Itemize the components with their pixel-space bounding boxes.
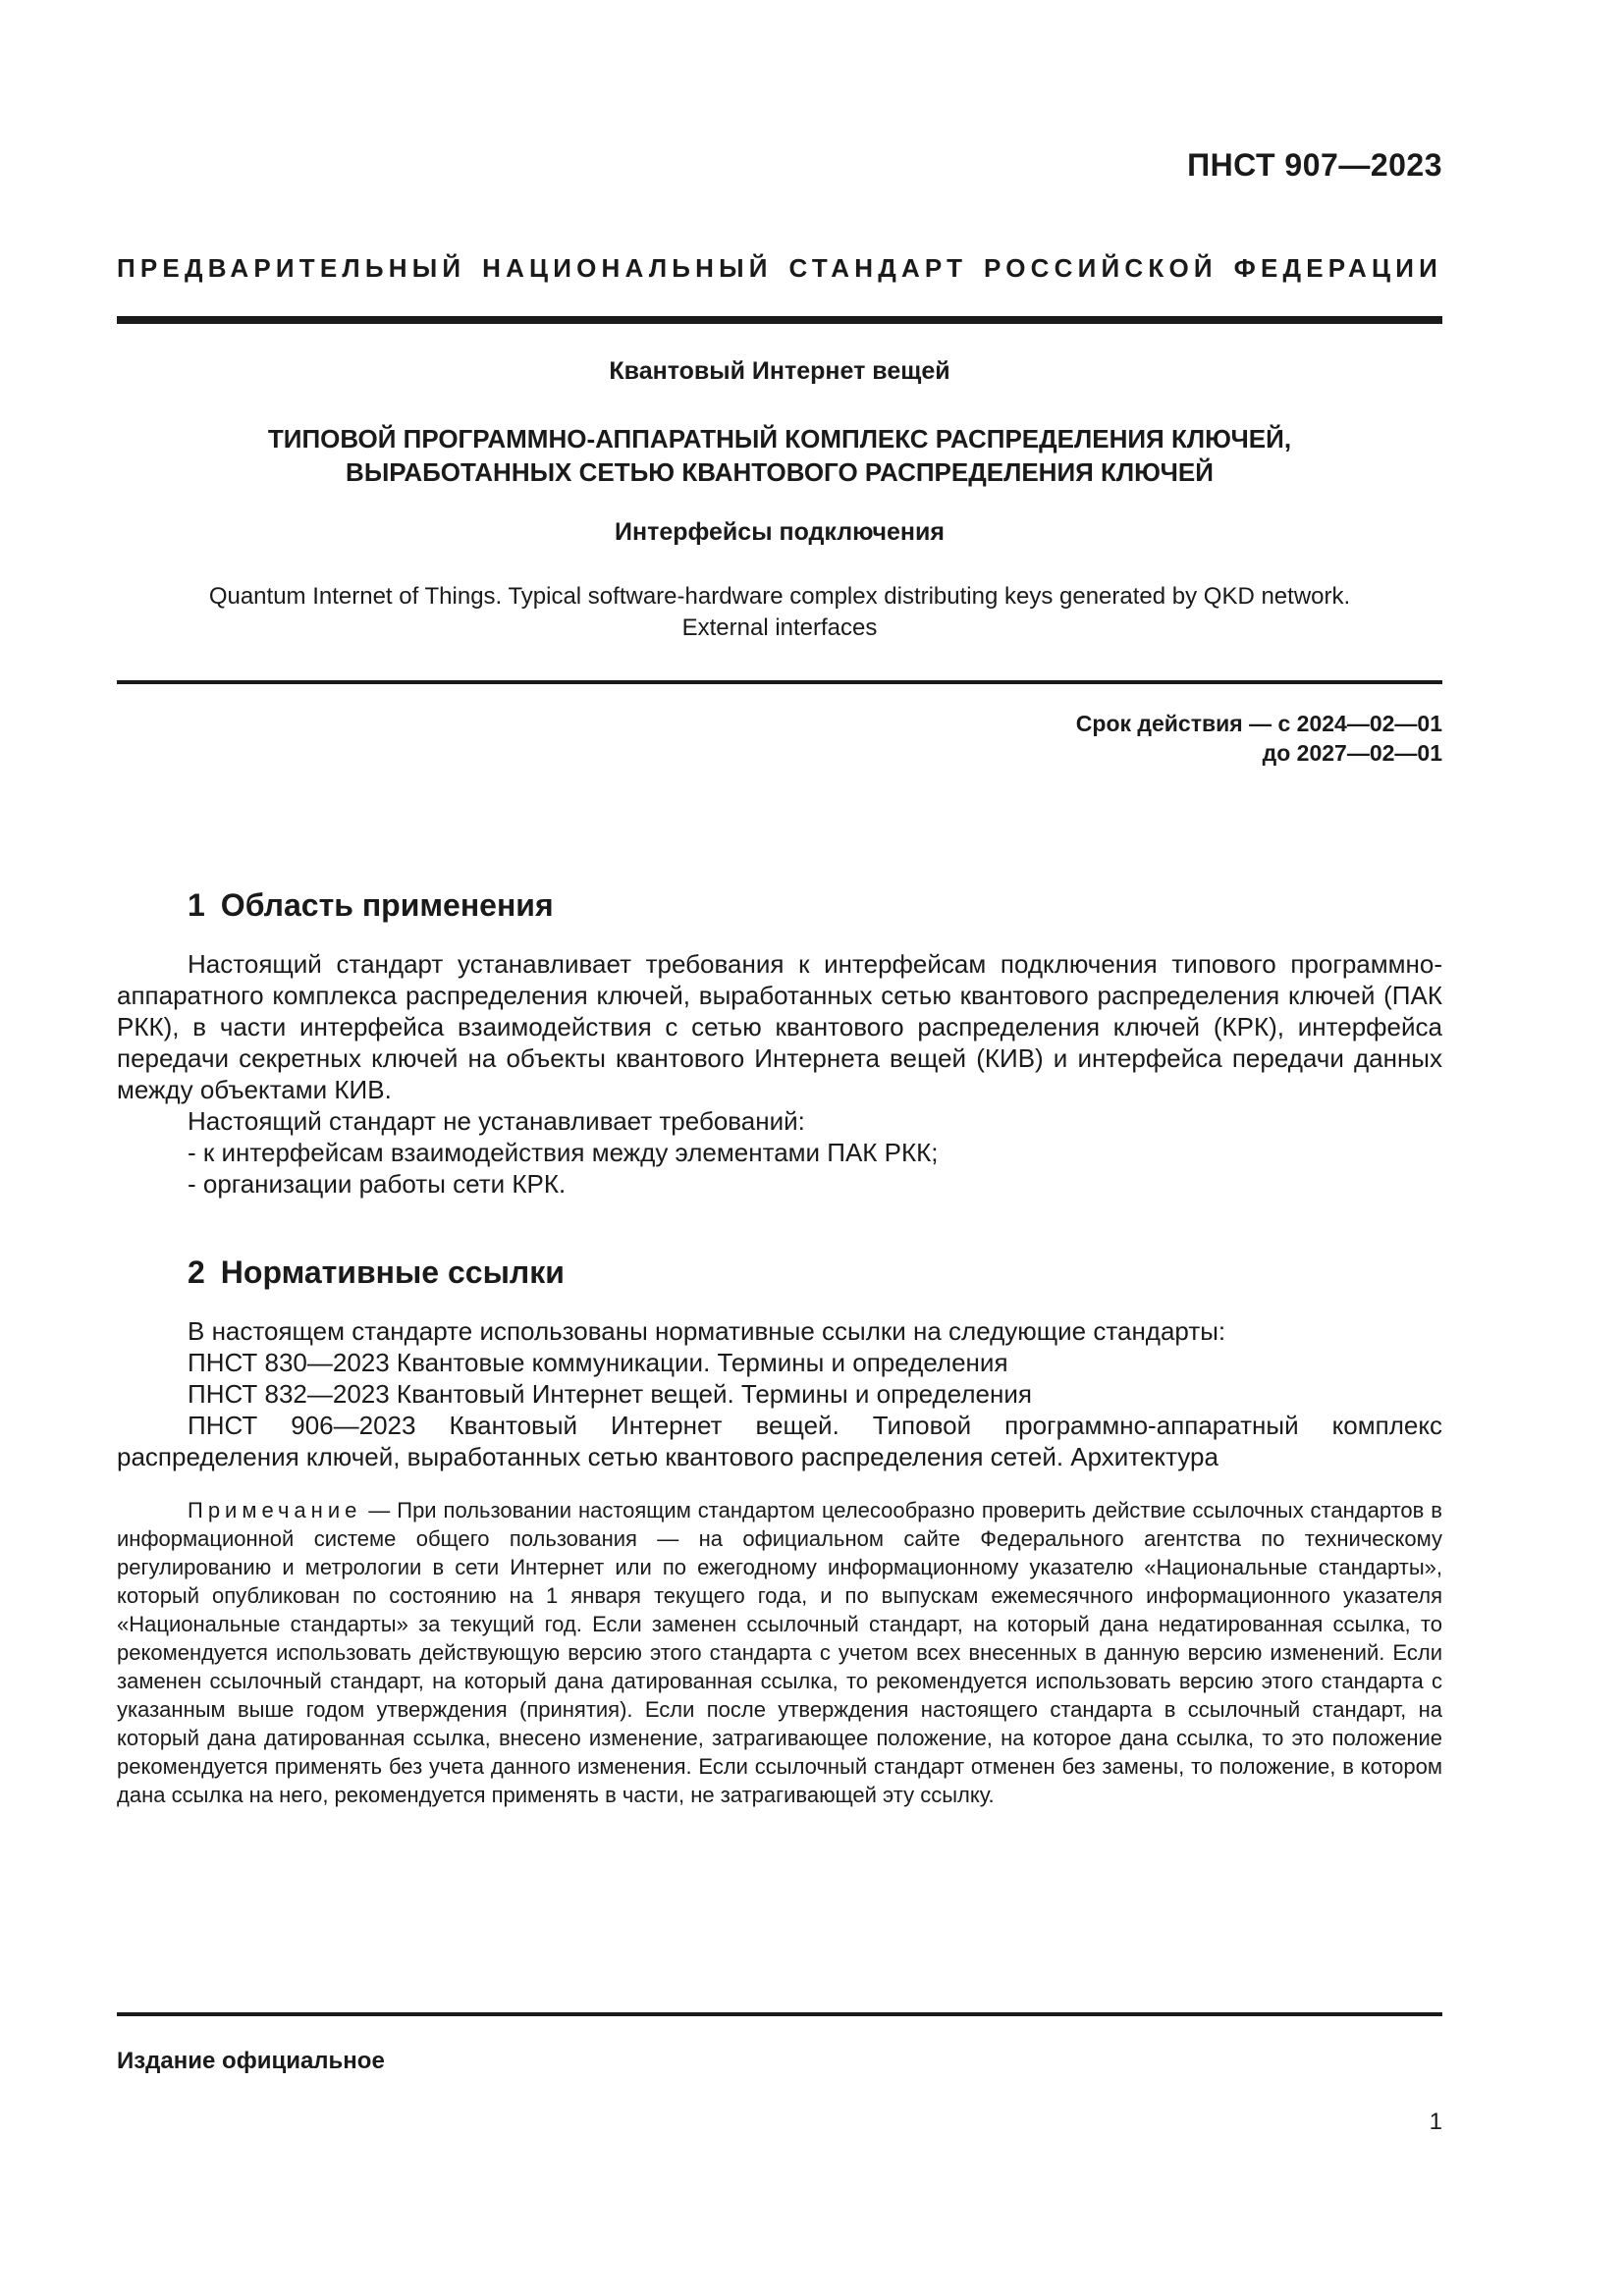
document-part-title: Интерфейсы подключения <box>615 518 945 546</box>
section-1-paragraph-1: Настоящий стандарт устанавливает требования к интерфейсам подключения типового программно-аппаратного комплекса распределения ключей, выработанных сетью квантового распределения ключей (ПАК РКК), в части интерфейса взаимодействия с сетью квантового распределения ключей (КРК), интерфейса передачи секретных ключей на объекты квантового Интернета вещей (КИВ) и интерфейса передачи данных между объектами КИВ. <box>117 949 1442 1104</box>
document-main-title <box>117 422 1442 489</box>
section-1-paragraph-2: Настоящий стандарт не устанавливает требований: <box>188 1106 805 1136</box>
section-1-body <box>117 948 1442 1200</box>
validity-period <box>1076 709 1442 768</box>
note-paragraph <box>117 1496 1442 1809</box>
official-edition-label: Издание официальное <box>117 2048 385 2074</box>
page-number: 1 <box>1429 2109 1442 2135</box>
section-1-title: Область применения <box>220 887 554 923</box>
document-number: ПНСТ 907—2023 <box>1187 147 1442 183</box>
english-title-line-2: External interfaces <box>681 614 878 641</box>
section-2-heading <box>188 1255 565 1291</box>
note-label: Примечание <box>188 1498 362 1522</box>
list-item: - организации работы сети КРК. <box>188 1169 567 1199</box>
reference-item: ПНСТ 906—2023 Квантовый Интернет вещей. Типовой программно-аппаратный комплекс распределения ключей, выработанных сетью квантового распределения сетей. Архитектура <box>117 1411 1442 1471</box>
main-title-line-1: ТИПОВОЙ ПРОГРАММНО-АППАРАТНЫЙ КОМПЛЕКС РАСПРЕДЕЛЕНИЯ КЛЮЧЕЙ, <box>267 424 1292 454</box>
header-divider <box>117 316 1442 324</box>
section-1-heading <box>188 887 554 924</box>
english-title-line-1: Quantum Internet of Things. Typical software-hardware complex distributing keys generated by QKD network. <box>208 583 1351 610</box>
section-2-intro: В настоящем стандарте использованы нормативные ссылки на следующие стандарты: <box>188 1316 1226 1346</box>
footer-divider <box>117 2012 1442 2016</box>
reference-item: ПНСТ 830—2023 Квантовые коммуникации. Термины и определения <box>188 1348 1008 1377</box>
reference-item: ПНСТ 832—2023 Квантовый Интернет вещей. Термины и определения <box>188 1379 1032 1409</box>
validity-line-2: до 2027—02—01 <box>1262 740 1442 766</box>
section-2-body <box>117 1315 1442 1472</box>
english-title <box>117 581 1442 644</box>
document-page <box>117 0 1442 2296</box>
note-text: — При пользовании настоящим стандартом целесообразно проверить действие ссылочных стандартов в информационной системе общего пользования — на официальном сайте Федерального агентства по техническому регулированию и метрологии в сети Интернет или по ежегодному информационному указателю «Национальные стандарты», который опубликован по состоянию на 1 января текущего года, и по выпускам ежемесячного информационного указателя «Национальные стандарты» за текущий год. Если заменен ссылочный стандарт, на который дана недатированная ссылка, то рекомендуется использовать действующую версию этого стандарта с учетом всех внесенных в данную версию изменений. Если заменен ссылочный стандарт, на который дана датированная ссылка, то рекомендуется использовать версию этого стандарта с указанным выше годом утверждения (принятия). Если после утверждения настоящего стандарта в ссылочный стандарт, на который дана датированная ссылка, внесено изменение, затрагивающее положение, на которое дана ссылка, то это положение рекомендуется применять без учета данного изменения. Если ссылочный стандарт отменен без замены, то положение, в котором дана ссылка на него, рекомендуется применять в части, не затрагивающей эту ссылку. <box>117 1498 1442 1807</box>
validity-line-1: Срок действия — с 2024—02—01 <box>1075 711 1442 736</box>
title-divider <box>117 680 1442 684</box>
document-subtitle: Квантовый Интернет вещей <box>609 357 950 385</box>
main-title-line-2: ВЫРАБОТАННЫХ СЕТЬЮ КВАНТОВОГО РАСПРЕДЕЛЕНИЯ КЛЮЧЕЙ <box>346 457 1214 487</box>
section-1-number: 1 <box>188 887 205 923</box>
section-2-number: 2 <box>188 1255 205 1290</box>
list-item: - к интерфейсам взаимодействия между элементами ПАК РКК; <box>188 1138 939 1167</box>
section-2-title: Нормативные ссылки <box>220 1255 565 1290</box>
standard-type-heading: ПРЕДВАРИТЕЛЬНЫЙ НАЦИОНАЛЬНЫЙ СТАНДАРТ РОССИЙСКОЙ ФЕДЕРАЦИИ <box>117 253 1442 283</box>
